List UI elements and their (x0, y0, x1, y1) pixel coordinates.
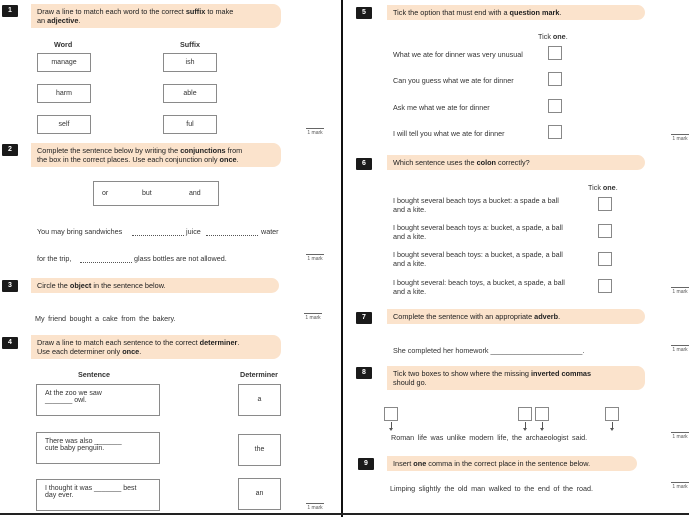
instruction-text: should go. (393, 378, 427, 387)
column-header-sentence: Sentence (78, 370, 110, 379)
sentence-line: _______ owl. (45, 397, 87, 404)
mark-label: 1 mark (305, 315, 321, 321)
arrow-down-icon (612, 422, 613, 429)
question-6-instruction (387, 155, 645, 170)
determiner-box-the[interactable]: the (238, 434, 281, 466)
instruction-text: Draw a line to match each word to the correct (37, 7, 186, 16)
question-5-instruction (387, 5, 645, 20)
blank-line[interactable] (206, 235, 258, 236)
instruction-bold: question mark (509, 8, 560, 17)
instruction-text: in the sentence below. (91, 281, 166, 290)
instruction-text: Draw a line to match each sentence to the correct (37, 338, 200, 347)
tick-box[interactable] (548, 72, 562, 86)
column-header-suffix: Suffix (180, 40, 200, 49)
tick-text: Tick (538, 32, 553, 41)
instruction-bold: colon (476, 158, 497, 167)
instruction-text: Circle the (37, 281, 70, 290)
column-header-determiner: Determiner (240, 370, 278, 379)
mark-label: 1 mark (672, 484, 688, 490)
question-number-2: 2 (2, 144, 18, 156)
tick-box[interactable] (605, 407, 619, 421)
tick-box[interactable] (598, 252, 612, 266)
sentence-box-3[interactable] (36, 479, 160, 511)
instruction-bold: adjective (47, 16, 79, 25)
question-number-8: 8 (356, 367, 372, 379)
sentence-line: There was also _______ (45, 438, 122, 445)
sentence-part: for the trip, (37, 254, 72, 263)
question-7-instruction (387, 309, 645, 324)
instruction-text: correctly? (496, 158, 530, 167)
tick-box[interactable] (548, 46, 562, 60)
sentence-part: You may bring sandwiches (37, 227, 123, 236)
blank-line[interactable] (132, 235, 184, 236)
sentence-line: day ever. (45, 492, 74, 499)
option-line: I bought several beach toys a: bucket, a spade, a ball (393, 223, 563, 232)
question-3-instruction (31, 278, 279, 293)
mark-label: 1 mark (307, 505, 323, 511)
question-8-instruction (387, 366, 645, 390)
bottom-rule (0, 513, 689, 515)
instruction-bold: conjunctions (180, 146, 226, 155)
tick-box[interactable] (535, 407, 549, 421)
instruction-text: Which sentence uses the (393, 158, 477, 167)
column-header-word: Word (54, 40, 73, 49)
instruction-text: Tick two boxes to show where the missing (393, 369, 532, 378)
question-1-instruction (31, 4, 281, 28)
instruction-text: Tick the option that must end with a (393, 8, 510, 17)
instruction-text: Complete the sentence below by writing the (37, 146, 181, 155)
question-2-instruction (31, 143, 281, 167)
instruction-text: the box in the correct places. Use each conjunction only (37, 155, 220, 164)
tick-text: Tick (588, 183, 603, 192)
tick-text: . (565, 32, 568, 41)
sentence-part: water (261, 227, 279, 236)
option-line: and a kite. (393, 286, 427, 296)
option-text (393, 251, 593, 268)
sentence-line: cute baby penguin. (45, 445, 105, 452)
option-text: What we ate for dinner was very unusual (393, 50, 523, 59)
sentence-part: glass bottles are not allowed. (134, 254, 227, 263)
tick-bold: one (552, 32, 566, 41)
arrow-down-icon (542, 422, 543, 429)
suffix-box-ful[interactable]: ful (163, 115, 217, 134)
mark-label: 1 mark (307, 130, 323, 136)
option-text (393, 224, 593, 241)
instruction-text: . (236, 155, 239, 164)
question-number-6: 6 (356, 158, 372, 170)
instruction-text: . (558, 312, 561, 321)
option-text (393, 279, 593, 296)
instruction-bold: object (69, 281, 92, 290)
arrow-down-icon (391, 422, 392, 429)
option-line: I bought several beach toys a bucket: a spade a ball (393, 196, 559, 205)
question-number-4: 4 (2, 337, 18, 349)
mark-label: 1 mark (672, 347, 688, 353)
adverb-sentence[interactable]: She completed her homework _______________________. (393, 346, 585, 355)
tick-box[interactable] (598, 224, 612, 238)
sentence-box-1[interactable] (36, 384, 160, 416)
tick-box[interactable] (518, 407, 532, 421)
question-9-instruction (387, 456, 637, 471)
instruction-text: an (37, 16, 48, 25)
tick-box[interactable] (548, 125, 562, 139)
tick-bold: one (602, 183, 616, 192)
question-number-1: 1 (2, 5, 18, 17)
word-box-harm[interactable]: harm (37, 84, 91, 103)
instruction-text: Use each determiner only (37, 347, 123, 356)
instruction-bold: inverted commas (531, 369, 592, 378)
option-line: I bought several beach toys: a bucket, a spade, a ball (393, 250, 563, 259)
conjunction-but: but (142, 190, 152, 197)
option-line: and a kite. (393, 258, 427, 268)
blank-line[interactable] (80, 262, 132, 263)
option-text: I will tell you what we ate for dinner (393, 129, 505, 138)
option-line: I bought several: beach toys, a bucket, a spade, a ball (393, 278, 565, 287)
option-text (393, 197, 593, 214)
mark-label: 1 mark (307, 256, 323, 262)
sentence-line: At the zoo we saw (45, 390, 102, 397)
tick-one-label (588, 183, 618, 192)
question-number-7: 7 (356, 312, 372, 324)
word-box-self[interactable]: self (37, 115, 91, 134)
arrow-down-icon (525, 422, 526, 429)
mark-label: 1 mark (672, 289, 688, 295)
determiner-box-a[interactable]: a (238, 384, 281, 416)
page-divider (341, 0, 343, 517)
determiner-box-an[interactable]: an (238, 478, 281, 510)
conjunction-or: or (102, 190, 109, 197)
instruction-bold: one (413, 459, 427, 468)
option-line: and a kite. (393, 204, 427, 214)
instruction-bold: suffix (185, 7, 206, 16)
instruction-text: Complete the sentence with an appropriate (393, 312, 535, 321)
suffix-box-able[interactable]: able (163, 84, 217, 103)
conjunction-box (93, 181, 219, 206)
instruction-text: to make (205, 7, 234, 16)
tick-box[interactable] (384, 407, 398, 421)
instruction-bold: adverb (534, 312, 559, 321)
question-number-5: 5 (356, 7, 372, 19)
tick-box[interactable] (598, 279, 612, 293)
question-number-3: 3 (2, 280, 18, 292)
option-line: and a kite. (393, 231, 427, 241)
tick-box[interactable] (598, 197, 612, 211)
inverted-commas-sentence: Roman life was unlike modern life, the archaeologist said. (391, 433, 588, 442)
word-box-manage[interactable]: manage (37, 53, 91, 72)
instruction-text: . (559, 8, 562, 17)
object-sentence[interactable]: My friend bought a cake from the bakery. (35, 314, 176, 323)
instruction-bold: once (122, 347, 140, 356)
sentence-part: juice (186, 227, 201, 236)
tick-text: . (615, 183, 618, 192)
option-text: Ask me what we ate for dinner (393, 103, 490, 112)
question-4-instruction (31, 335, 281, 359)
tick-one-label (538, 32, 568, 41)
instruction-text: . (78, 16, 81, 25)
instruction-text: . (237, 338, 240, 347)
suffix-box-ish[interactable]: ish (163, 53, 217, 72)
instruction-text: comma in the correct place in the sentence below. (426, 459, 591, 468)
instruction-text: Insert (393, 459, 414, 468)
conjunction-and: and (189, 190, 201, 197)
mark-label: 1 mark (672, 434, 688, 440)
question-number-9: 9 (358, 458, 374, 470)
sentence-box-2[interactable] (36, 432, 160, 464)
instruction-text: . (139, 347, 142, 356)
mark-label: 1 mark (672, 136, 688, 142)
instruction-text: from (225, 146, 243, 155)
instruction-bold: determiner (199, 338, 238, 347)
sentence-line: I thought it was _______ best (45, 485, 137, 492)
tick-box[interactable] (548, 99, 562, 113)
option-text: Can you guess what we ate for dinner (393, 76, 514, 85)
instruction-bold: once (219, 155, 237, 164)
comma-sentence[interactable]: Limping slightly the old man walked to the end of the road. (390, 484, 593, 493)
